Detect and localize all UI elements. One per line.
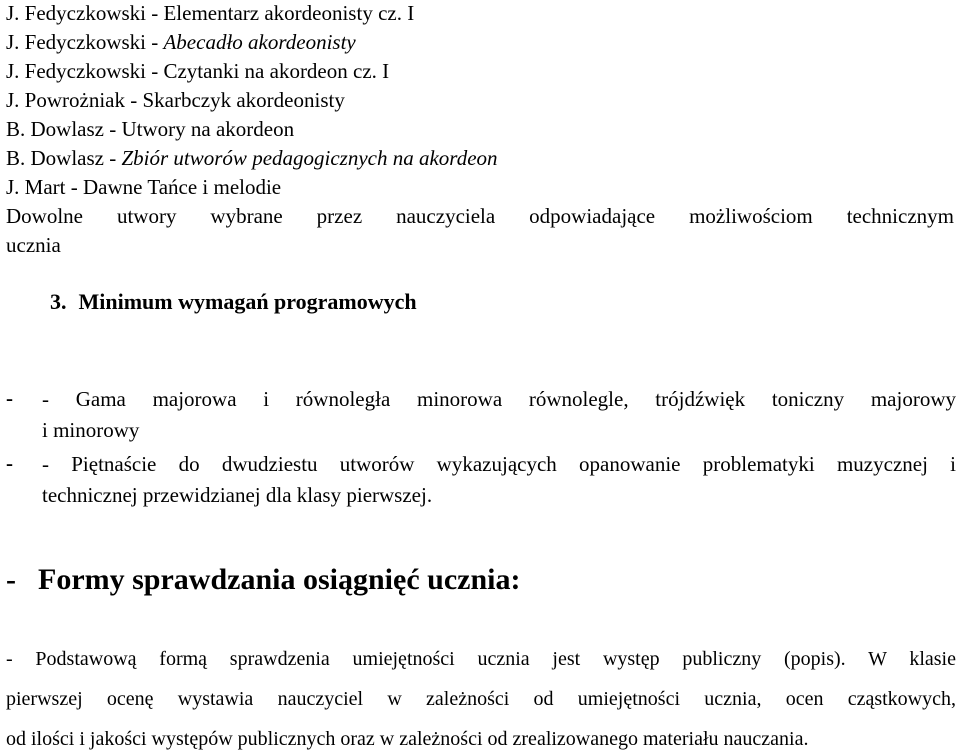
repertoire-item: J. Powrożniak - Skarbczyk akordeonisty [6,88,345,112]
repertoire-author: J. Fedyczkowski - [6,30,164,54]
requirement-item [42,384,956,446]
section-heading [50,289,417,315]
free-choice-line: ucznia [6,233,61,257]
free-choice-line: Dowolne utwory wybrane przez nauczyciela odpowiadające możliwościom technicznym [6,204,954,228]
bullet-dash: - [6,386,13,410]
heading-dash: - [6,563,16,596]
assessment-title: Formy sprawdzania osiągnięć ucznia: [38,563,521,596]
repertoire-item [6,145,498,171]
repertoire-item: J. Fedyczkowski - Czytanki na akordeon cz. I [6,59,390,83]
requirement-line: - Gama majorowa i równoległa minorowa równolegle, trójdźwięk toniczny majorowy [42,387,956,411]
paragraph-line: od ilości i jakości występów publicznych oraz w zależności od zrealizowanego materiału nauczania. [6,728,809,750]
requirement-item [42,449,956,511]
paragraph-line: - Podstawową formą sprawdzenia umiejętności ucznia jest występ publiczny (popis). W klasie [6,648,956,670]
bullet-dash: - [6,451,13,475]
requirement-line: technicznej przewidzianej dla klasy pierwszej. [42,483,433,507]
requirement-line: i minorowy [42,418,140,442]
section-title: Minimum wymagań programowych [78,289,417,314]
repertoire-item [6,29,356,55]
repertoire-title-italic: Zbiór utworów pedagogicznych na akordeon [121,146,498,170]
requirement-line: - Piętnaście do dwudziestu utworów wykazujących opanowanie problematyki muzycznej i [42,452,956,476]
repertoire-item: J. Fedyczkowski - Elementarz akordeonisty cz. I [6,1,415,25]
repertoire-author: B. Dowlasz - [6,146,122,170]
repertoire-title-italic: Abecadło akordeonisty [163,30,356,54]
section-number: 3. [50,289,67,314]
repertoire-item: J. Mart - Dawne Tańce i melodie [6,175,282,199]
repertoire-item: B. Dowlasz - Utwory na akordeon [6,117,295,141]
assessment-heading [6,563,520,597]
paragraph-line: pierwszej ocenę wystawia nauczyciel w zależności od umiejętności ucznia, ocen cząstkowych, [6,688,956,710]
